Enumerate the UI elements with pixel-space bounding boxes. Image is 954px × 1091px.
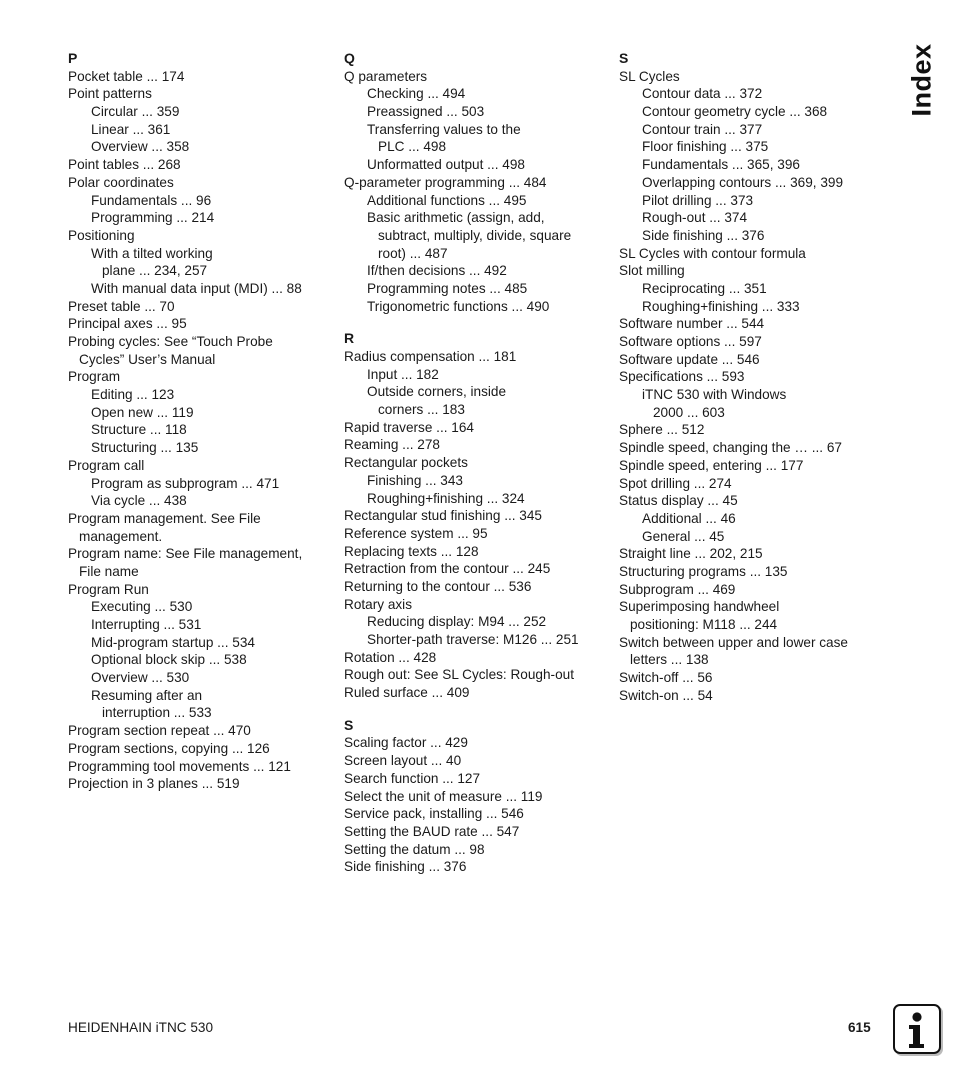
index-entry: Rectangular stud finishing ... 345 bbox=[344, 508, 542, 524]
index-subentry: Cycles” User’s Manual bbox=[79, 351, 216, 367]
index-entry: Probing cycles: See “Touch Probe bbox=[68, 334, 273, 349]
index-entry: Preset table ... 70 bbox=[68, 298, 175, 314]
index-subentry: Contour data ... 372 bbox=[642, 86, 763, 102]
index-subentry: Structuring ... 135 bbox=[91, 440, 199, 456]
index-subentry: File name bbox=[79, 563, 139, 579]
index-subentry: General ... 45 bbox=[642, 528, 725, 544]
index-subentry: With a tilted working bbox=[91, 245, 213, 261]
index-subentry: Trigonometric functions ... 490 bbox=[367, 298, 550, 314]
index-subentry: positioning: M118 ... 244 bbox=[630, 617, 778, 632]
index-entry: Switch between upper and lower case bbox=[619, 634, 848, 650]
index-subentry: Checking ... 494 bbox=[367, 86, 466, 102]
index-entry: Point patterns bbox=[68, 86, 152, 102]
index-subentry: Shorter-path traverse: M126 ... 251 bbox=[367, 632, 579, 647]
index-entry: Status display ... 45 bbox=[619, 493, 738, 509]
index-entry: Program sections, copying ... 126 bbox=[68, 740, 270, 756]
index-entry: Principal axes ... 95 bbox=[68, 316, 187, 332]
index-entry: Structuring programs ... 135 bbox=[619, 563, 788, 579]
index-entry: Program Run bbox=[68, 581, 149, 597]
section-letter: Q bbox=[344, 50, 355, 66]
index-entry: Program section repeat ... 470 bbox=[68, 723, 251, 739]
index-entry: Program call bbox=[68, 457, 145, 473]
index-entry: Rapid traverse ... 164 bbox=[344, 419, 474, 435]
index-entry: Service pack, installing ... 546 bbox=[344, 806, 524, 822]
index-subentry: Overview ... 530 bbox=[91, 670, 190, 686]
index-subentry: Open new ... 119 bbox=[91, 404, 194, 420]
index-subentry: Fundamentals ... 96 bbox=[91, 192, 212, 208]
index-entry: Reference system ... 95 bbox=[344, 525, 488, 541]
index-subentry: Program as subprogram ... 471 bbox=[91, 475, 280, 491]
section-letter: R bbox=[344, 330, 355, 347]
index-entry: SL Cycles with contour formula bbox=[619, 245, 806, 261]
index-entry: Programming tool movements ... 121 bbox=[68, 758, 291, 774]
index-subentry: Linear ... 361 bbox=[91, 121, 171, 137]
index-entry: Screen layout ... 40 bbox=[344, 753, 462, 769]
index-entry: Subprogram ... 469 bbox=[619, 581, 736, 597]
index-entry: Q-parameter programming ... 484 bbox=[344, 174, 547, 190]
index-subentry: Reciprocating ... 351 bbox=[642, 280, 767, 296]
index-entry: Program management. See File bbox=[68, 510, 261, 526]
index-subentry: Via cycle ... 438 bbox=[91, 493, 187, 509]
index-subentry: Fundamentals ... 365, 396 bbox=[642, 157, 800, 173]
index-entry: Scaling factor ... 429 bbox=[344, 735, 468, 751]
index-entry: Setting the datum ... 98 bbox=[344, 841, 485, 857]
section-letter: S bbox=[344, 716, 354, 733]
index-subentry: Basic arithmetic (assign, add, bbox=[367, 210, 545, 226]
index-subentry: Mid-program startup ... 534 bbox=[91, 634, 255, 650]
index-entry: Ruled surface ... 409 bbox=[344, 685, 470, 701]
index-entry: Program name: See File management, bbox=[68, 546, 303, 562]
index-side-title-text: Index bbox=[906, 43, 937, 117]
index-subentry: Overview ... 358 bbox=[91, 139, 190, 155]
index-entry: Pocket table ... 174 bbox=[68, 68, 185, 84]
index-entry: Rotation ... 428 bbox=[344, 649, 437, 665]
index-entry: Rectangular pockets bbox=[344, 455, 468, 471]
index-subentry: Reducing display: M94 ... 252 bbox=[367, 614, 547, 630]
index-subentry: Optional block skip ... 538 bbox=[91, 652, 247, 668]
index-subentry: Overlapping contours ... 369, 399 bbox=[642, 174, 844, 190]
index-side-title bbox=[872, 30, 954, 130]
index-entry: Point tables ... 268 bbox=[68, 157, 181, 173]
index-column-2 bbox=[344, 50, 614, 876]
index-entry: Search function ... 127 bbox=[344, 770, 481, 786]
footer-manual-title: HEIDENHAIN iTNC 530 bbox=[68, 1020, 214, 1035]
index-subentry: Unformatted output ... 498 bbox=[367, 157, 525, 173]
index-entry: Radius compensation ... 181 bbox=[344, 349, 517, 364]
index-subentry: Contour train ... 377 bbox=[642, 121, 763, 137]
index-entry: Software number ... 544 bbox=[619, 316, 765, 332]
index-entry: Q parameters bbox=[344, 68, 428, 84]
page-number: 615 bbox=[848, 1020, 871, 1035]
index-subentry: letters ... 138 bbox=[630, 652, 709, 668]
index-subentry: Programming ... 214 bbox=[91, 210, 215, 226]
index-subentry: Transferring values to the bbox=[367, 121, 521, 137]
index-entry: Switch-on ... 54 bbox=[619, 687, 713, 703]
index-subentry: Pilot drilling ... 373 bbox=[642, 192, 754, 208]
index-entry: Side finishing ... 376 bbox=[344, 859, 467, 875]
index-entry: Select the unit of measure ... 119 bbox=[344, 788, 543, 804]
index-subentry: PLC ... 498 bbox=[378, 139, 447, 155]
section-letter: P bbox=[68, 50, 78, 66]
index-subentry: Circular ... 359 bbox=[91, 104, 180, 120]
section-letter: S bbox=[619, 50, 629, 66]
index-subentry: Preassigned ... 503 bbox=[367, 104, 485, 120]
index-subentry: management. bbox=[79, 528, 163, 544]
index-entry: Retraction from the contour ... 245 bbox=[344, 561, 551, 577]
index-subentry: Structure ... 118 bbox=[91, 422, 187, 438]
index-column-3 bbox=[619, 50, 889, 704]
section-gap bbox=[344, 315, 614, 330]
index-subentry: Roughing+finishing ... 333 bbox=[642, 298, 800, 314]
index-subentry: Floor finishing ... 375 bbox=[642, 139, 769, 155]
index-entry: Sphere ... 512 bbox=[619, 422, 705, 438]
index-subentry: Editing ... 123 bbox=[91, 387, 175, 403]
index-subentry: subtract, multiply, divide, square bbox=[378, 227, 572, 243]
index-entry: Program bbox=[68, 369, 121, 385]
index-subentry: Executing ... 530 bbox=[91, 599, 193, 615]
index-entry: Spot drilling ... 274 bbox=[619, 475, 732, 491]
index-entry: Specifications ... 593 bbox=[619, 369, 745, 385]
index-entry: Returning to the contour ... 536 bbox=[344, 578, 532, 594]
index-entry: Superimposing handwheel bbox=[619, 599, 780, 615]
index-subentry: plane ... 234, 257 bbox=[102, 263, 208, 279]
index-subentry: With manual data input (MDI) ... 88 bbox=[91, 280, 302, 296]
index-subentry: 2000 ... 603 bbox=[653, 404, 725, 420]
index-subentry: iTNC 530 with Windows bbox=[642, 387, 787, 403]
index-entry: Polar coordinates bbox=[68, 174, 174, 190]
index-subentry: Contour geometry cycle ... 368 bbox=[642, 104, 828, 120]
info-icon-glyph bbox=[895, 1006, 939, 1052]
index-column-1 bbox=[68, 50, 338, 793]
index-subentry: Rough-out ... 374 bbox=[642, 210, 748, 226]
index-entry: Software options ... 597 bbox=[619, 334, 762, 349]
index-subentry: corners ... 183 bbox=[378, 402, 465, 418]
index-entry: Projection in 3 planes ... 519 bbox=[68, 776, 240, 792]
index-subentry: root) ... 487 bbox=[378, 245, 448, 261]
index-subentry: Outside corners, inside bbox=[367, 384, 507, 400]
index-entry: Software update ... 546 bbox=[619, 351, 760, 367]
index-subentry: Interrupting ... 531 bbox=[91, 617, 202, 632]
index-entry: Positioning bbox=[68, 227, 135, 243]
index-entry: Reaming ... 278 bbox=[344, 437, 440, 453]
index-entry: SL Cycles bbox=[619, 68, 680, 84]
section-gap bbox=[344, 702, 614, 717]
index-subentry: Roughing+finishing ... 324 bbox=[367, 490, 525, 506]
index-entry: Setting the BAUD rate ... 547 bbox=[344, 823, 520, 839]
index-entry: Slot milling bbox=[619, 263, 685, 279]
index-entry: Rotary axis bbox=[344, 596, 412, 612]
index-subentry: Additional functions ... 495 bbox=[367, 192, 527, 208]
index-subentry: interruption ... 533 bbox=[102, 705, 212, 721]
index-entry: Rough out: See SL Cycles: Rough-out bbox=[344, 667, 574, 683]
index-subentry: If/then decisions ... 492 bbox=[367, 263, 507, 279]
index-subentry: Finishing ... 343 bbox=[367, 472, 463, 488]
index-subentry: Additional ... 46 bbox=[642, 510, 736, 526]
index-subentry: Side finishing ... 376 bbox=[642, 227, 765, 243]
index-entry: Spindle speed, entering ... 177 bbox=[619, 457, 804, 473]
index-subentry: Programming notes ... 485 bbox=[367, 280, 528, 296]
index-entry: Straight line ... 202, 215 bbox=[619, 546, 763, 562]
index-entry: Spindle speed, changing the … ... 67 bbox=[619, 440, 842, 456]
index-entry: Replacing texts ... 128 bbox=[344, 543, 479, 559]
info-icon bbox=[893, 1004, 941, 1054]
index-subentry: Input ... 182 bbox=[367, 366, 439, 382]
index-subentry: Resuming after an bbox=[91, 687, 203, 703]
index-entry: Switch-off ... 56 bbox=[619, 670, 713, 686]
